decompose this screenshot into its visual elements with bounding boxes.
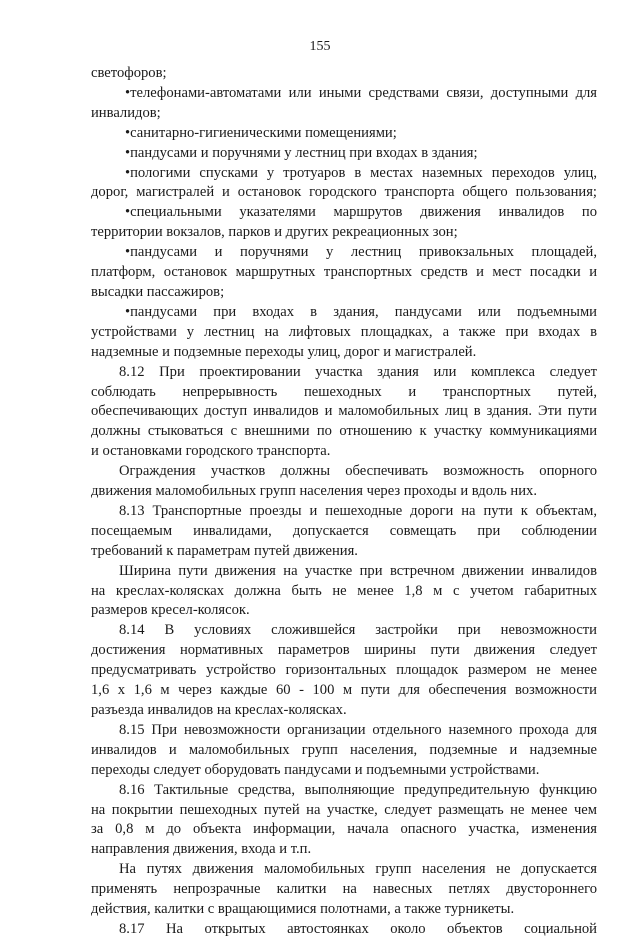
text-line: дорог, магистралей и остановок городского транспорта общего пользования; <box>91 184 597 201</box>
text-line: действия, калитки с вращающимися полотнами, а также турникеты. <box>91 901 515 918</box>
text-line: устройствами у лестниц на лифтовых площадках, а также при входах в <box>91 323 597 340</box>
text-line: 8.17 На открытых автостоянках около объектов социальной <box>119 920 597 937</box>
text-line: соблюдать непрерывность пешеходных и транспортных путей, <box>91 383 597 400</box>
text-line: На путях движения маломобильных групп населения не допускается <box>119 861 597 878</box>
text-line: •санитарно-гигиеническими помещениями; <box>125 124 397 141</box>
text-line: достижения нормативных параметров ширины пути движения следует <box>91 642 597 659</box>
text-line: разъезда инвалидов на креслах-колясках. <box>91 702 347 718</box>
text-line: и остановками городского транспорта. <box>91 443 331 460</box>
text-line: •пандусами при входах в здания, пандусами или подъемными <box>125 303 597 320</box>
text-line: Ограждения участков должны обеспечивать возможность опорного <box>119 463 597 480</box>
text-line: территории вокзалов, парков и других рекреационных зон; <box>91 224 458 241</box>
text-line: •специальными указателями маршрутов движения инвалидов по <box>125 204 597 221</box>
text-line: 8.13 Транспортные проезды и пешеходные дороги на пути к объектам, <box>119 502 597 519</box>
text-line: 8.16 Тактильные средства, выполняющие предупредительную функцию <box>119 781 597 798</box>
text-line: размеров кресел-колясок. <box>91 602 250 619</box>
text-line: светофоров; <box>91 65 167 81</box>
text-line: высадки пассажиров; <box>91 283 225 300</box>
text-line: платформ, остановок маршрутных транспортных средств и мест посадки и <box>91 264 597 281</box>
text-line: за 0,8 м до объекта информации, начала опасного участка, изменения <box>91 821 597 838</box>
text-line: •пологими спусками у тротуаров в местах наземных переходов улиц, <box>125 164 597 181</box>
text-line: 1,6 х 1,6 м через каждые 60 - 100 м пути для обеспечения возможности <box>91 682 597 699</box>
text-line: 8.12 При проектировании участка здания или комплекса следует <box>119 363 597 380</box>
text-line: переходы следует оборудовать пандусами и подъемными устройствами. <box>91 761 540 778</box>
text-line: предусматривать устройство горизонтальных площадок размером не менее <box>91 662 597 679</box>
text-line: требований к параметрам путей движения. <box>91 542 358 559</box>
page-number: 155 <box>309 39 331 54</box>
text-line: •пандусами и поручнями у лестниц привокзальных площадей, <box>125 244 597 261</box>
text-line: обеспечивающих доступ инвалидов и маломобильных лиц в здания. Эти пути <box>91 403 597 420</box>
text-line: инвалидов; <box>91 104 161 121</box>
text-line: на креслах-колясках должна быть не менее 1,8 м с учетом габаритных <box>91 582 597 599</box>
text-line: применять непрозрачные калитки на навесных петлях двустороннего <box>91 881 597 898</box>
text-line: движения маломобильных групп населения через проходы и вдоль них. <box>91 483 537 500</box>
text-line: Ширина пути движения на участке при встречном движении инвалидов <box>119 562 597 579</box>
text-line: посещаемым инвалидами, допускается совмещать при соблюдении <box>91 522 597 539</box>
document-body <box>91 64 597 940</box>
text-line: на покрытии пешеходных путей на участке, следует размещать не менее чем <box>91 801 597 818</box>
text-line: должны стыковаться с внешними по отношению к участку коммуникациями <box>91 423 597 440</box>
text-line: •телефонами-автоматами или иными средствами связи, доступными для <box>125 84 597 101</box>
text-line: направления движения, входа и т.п. <box>91 841 312 858</box>
text-line: инвалидов и маломобильных групп населения, подземные и надземные <box>91 741 597 758</box>
text-line: •пандусами и поручнями у лестниц при входах в здания; <box>125 144 478 161</box>
text-line: 8.15 При невозможности организации отдельного наземного прохода для <box>119 721 597 738</box>
text-line: надземные и подземные переходы улиц, дорог и магистралей. <box>91 343 477 360</box>
text-line: 8.14 В условиях сложившейся застройки при невозможности <box>119 622 597 639</box>
